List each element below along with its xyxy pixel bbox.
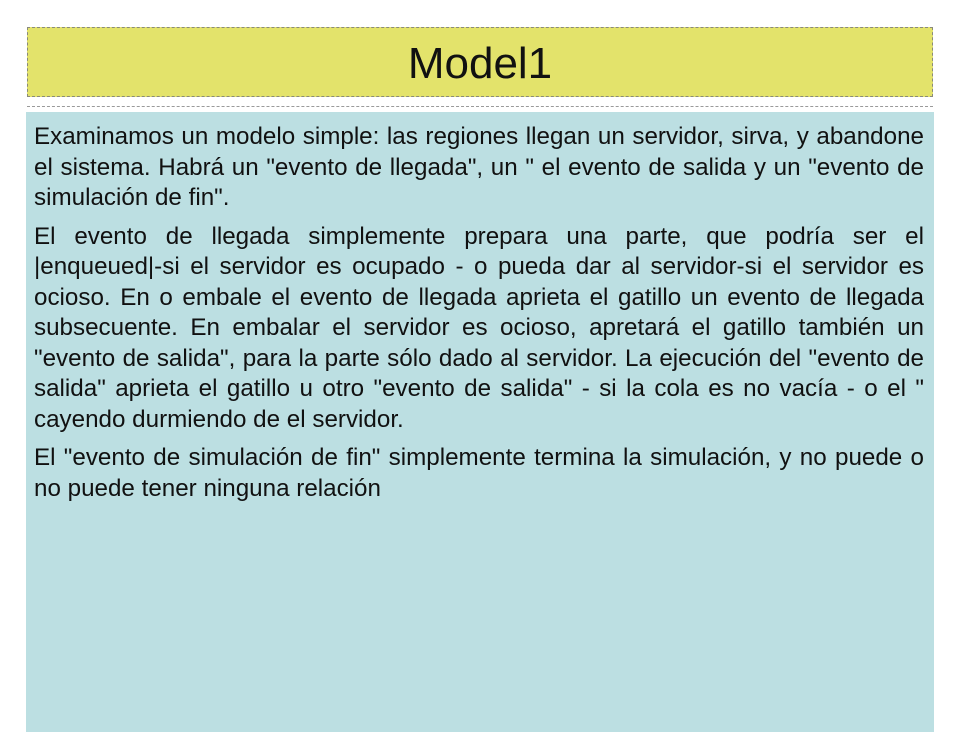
content-text-area: [34, 122, 924, 512]
paragraph-1: Examinamos un modelo simple: las regiones llegan un servidor, sirva, y abandone el sistema. Habrá un "evento de llegada", un " el evento de salida y un "evento de simulación de fin".: [34, 123, 924, 211]
title-banner: [27, 27, 933, 97]
paragraph-3: El "evento de simulación de fin" simplemente termina la simulación, y no puede o no puede tener ninguna relación: [34, 444, 924, 502]
slide-title: Model1: [407, 39, 553, 88]
paragraph-2: El evento de llegada simplemente prepara una parte, que podría ser el |enqueued|-si el servidor es ocupado - o pueda dar al servidor-si el servidor es ocioso. En o embale el evento de llegada aprieta el gatillo un evento de llegada subsecuente. En embalar el servidor es ocioso, apretará el gatillo también un "evento de salida", para la parte sólo dado al servidor. La ejecución del "evento de salida" aprieta el gatillo u otro "evento de salida" - si la cola es no vacía - o el " cayendo durmiendo de el servidor.: [34, 222, 924, 433]
dashed-divider: [27, 106, 933, 107]
content-panel: [26, 112, 934, 732]
